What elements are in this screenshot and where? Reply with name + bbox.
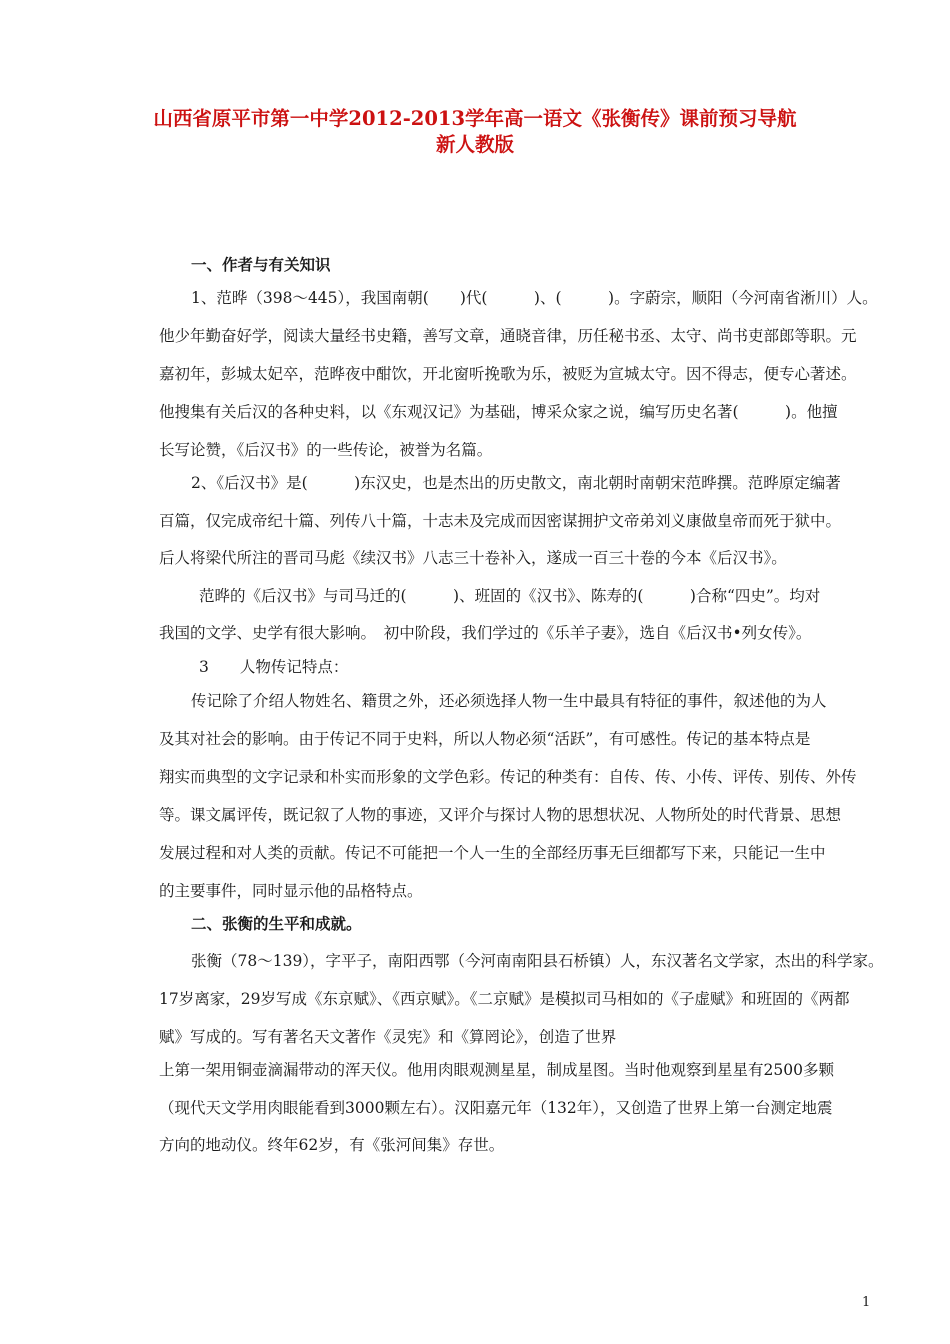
body-line: 17岁离家，29岁写成《东京赋》、《西京赋》。《二京赋》是模拟司马相如的《子虚赋》和班固的《两都: [159, 990, 850, 1008]
body-line: （现代天文学用肉眼能看到3000颗左右）。汉阳嘉元年（132年），又创造了世界上第一台测定地震: [159, 1099, 833, 1117]
body-line: 张衡（78～139），字平子，南阳西鄂（今河南南阳县石桥镇）人，东汉著名文学家，杰出的科学家。: [191, 952, 884, 970]
section-heading: 一、作者与有关知识: [191, 255, 331, 274]
body-line: 传记除了介绍人物姓名、籍贯之外，还必须选择人物一生中最具有特征的事件，叙述他的为人: [191, 692, 827, 710]
body-line: 的主要事件，同时显示他的品格特点。: [159, 882, 423, 900]
document-title-line2: 新人教版: [435, 133, 514, 156]
section-heading: 二、张衡的生平和成就。: [191, 914, 362, 933]
body-line: 发展过程和对人类的贡献。传记不可能把一个人一生的全部经历事无巨细都写下来，只能记一生中: [159, 844, 826, 862]
body-line: 及其对社会的影响。由于传记不同于史料，所以人物必须“活跃”，有可感性。传记的基本特点是: [159, 730, 811, 748]
body-line: 范晔的《后汉书》与司马迁的( )、班固的《汉书》、陈寿的( )合称“四史”。均对: [199, 587, 821, 605]
body-line: 他搜集有关后汉的各种史料，以《东观汉记》为基础，博采众家之说，编写历史名著( )。他擅: [159, 403, 838, 421]
body-line: 等。课文属评传，既记叙了人物的事迹，又评介与探讨人物的思想状况、人物所处的时代背景、思想: [159, 806, 842, 824]
body-line: 百篇，仅完成帝纪十篇、列传八十篇，十志未及完成而因密谋拥护文帝弟刘义康做皇帝而死于狱中。: [159, 512, 842, 530]
body-line: 嘉初年，彭城太妃卒，范晔夜中酣饮，开北窗听挽歌为乐，被贬为宣城太守。因不得志，便专心著述。: [159, 365, 857, 383]
body-line: 3 人物传记特点：: [199, 658, 349, 676]
body-line: 2、《后汉书》是( )东汉史，也是杰出的历史散文，南北朝时南朝宋范晔撰。范晔原定编著: [191, 474, 841, 492]
body-line: 赋》写成的。写有著名天文著作《灵宪》和《算罔论》，创造了世界: [159, 1028, 617, 1046]
body-line: 方向的地动仪。终年62岁，有《张河间集》存世。: [159, 1136, 505, 1154]
body-line: 我国的文学、史学有很大影响。 初中阶段，我们学过的《乐羊子妻》，选自《后汉书•列女传》。: [159, 624, 812, 642]
body-line: 翔实而典型的文字记录和朴实而形象的文学色彩。传记的种类有：自传、传、小传、评传、别传、外传: [159, 768, 857, 786]
body-line: 上第一架用铜壶滴漏带动的浑天仪。他用肉眼观测星星，制成星图。当时他观察到星星有2500多颗: [159, 1061, 834, 1079]
body-line: 长写论赞，《后汉书》的一些传论，被誉为名篇。: [159, 441, 493, 459]
body-line: 他少年勤奋好学，阅读大量经书史籍，善写文章，通晓音律，历任秘书丞、太守、尚书吏部郎等职。元: [159, 327, 857, 345]
page-number: 1: [862, 1295, 871, 1310]
body-line: 1、范晔（398～445），我国南朝( )代( )、( )。字蔚宗，顺阳（今河南省淅川）人。: [191, 289, 878, 307]
body-line: 后人将梁代所注的晋司马彪《续汉书》八志三十卷补入，遂成一百三十卷的今本《后汉书》。: [159, 549, 787, 567]
document-title-line1: 山西省原平市第一中学2012-2013学年高一语文《张衡传》课前预习导航: [153, 107, 797, 130]
